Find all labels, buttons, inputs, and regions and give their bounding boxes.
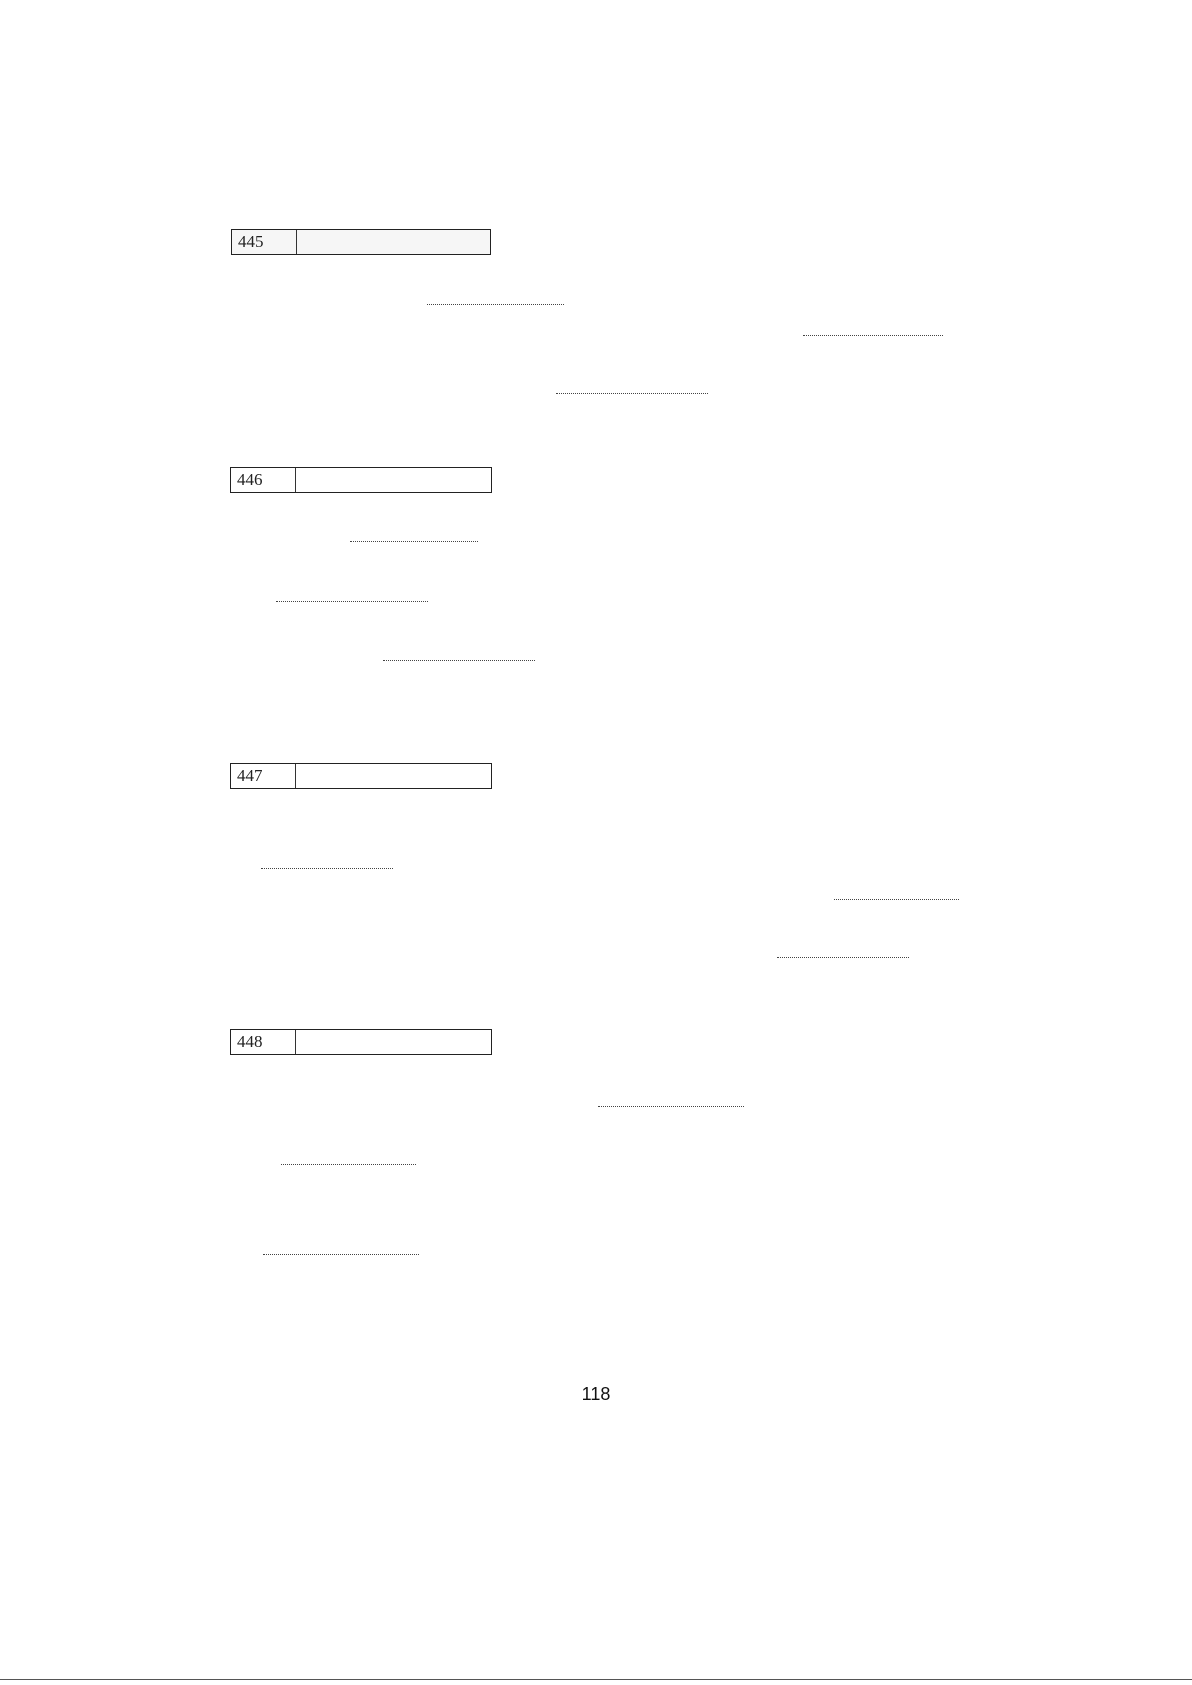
blank-line xyxy=(803,331,943,336)
answer-field xyxy=(296,468,491,492)
question-445-box xyxy=(231,229,491,255)
blank-line xyxy=(261,864,393,869)
blank-line xyxy=(276,597,428,602)
blank-line xyxy=(383,656,535,661)
bottom-rule xyxy=(0,1679,1192,1680)
question-number: 448 xyxy=(231,1030,296,1054)
answer-field xyxy=(297,230,490,254)
blank-line xyxy=(598,1102,744,1107)
blank-line xyxy=(777,953,909,958)
blank-line xyxy=(427,300,564,305)
question-number: 446 xyxy=(231,468,296,492)
question-number: 445 xyxy=(232,230,297,254)
blank-line xyxy=(350,537,478,542)
question-448-box xyxy=(230,1029,492,1055)
question-number: 447 xyxy=(231,764,296,788)
page-number: 118 xyxy=(581,1384,611,1404)
question-446-box xyxy=(230,467,492,493)
answer-field xyxy=(296,1030,491,1054)
question-447-box xyxy=(230,763,492,789)
blank-line xyxy=(281,1160,416,1165)
blank-line xyxy=(556,389,708,394)
answer-field xyxy=(296,764,491,788)
blank-line xyxy=(834,895,959,900)
blank-line xyxy=(263,1250,419,1255)
